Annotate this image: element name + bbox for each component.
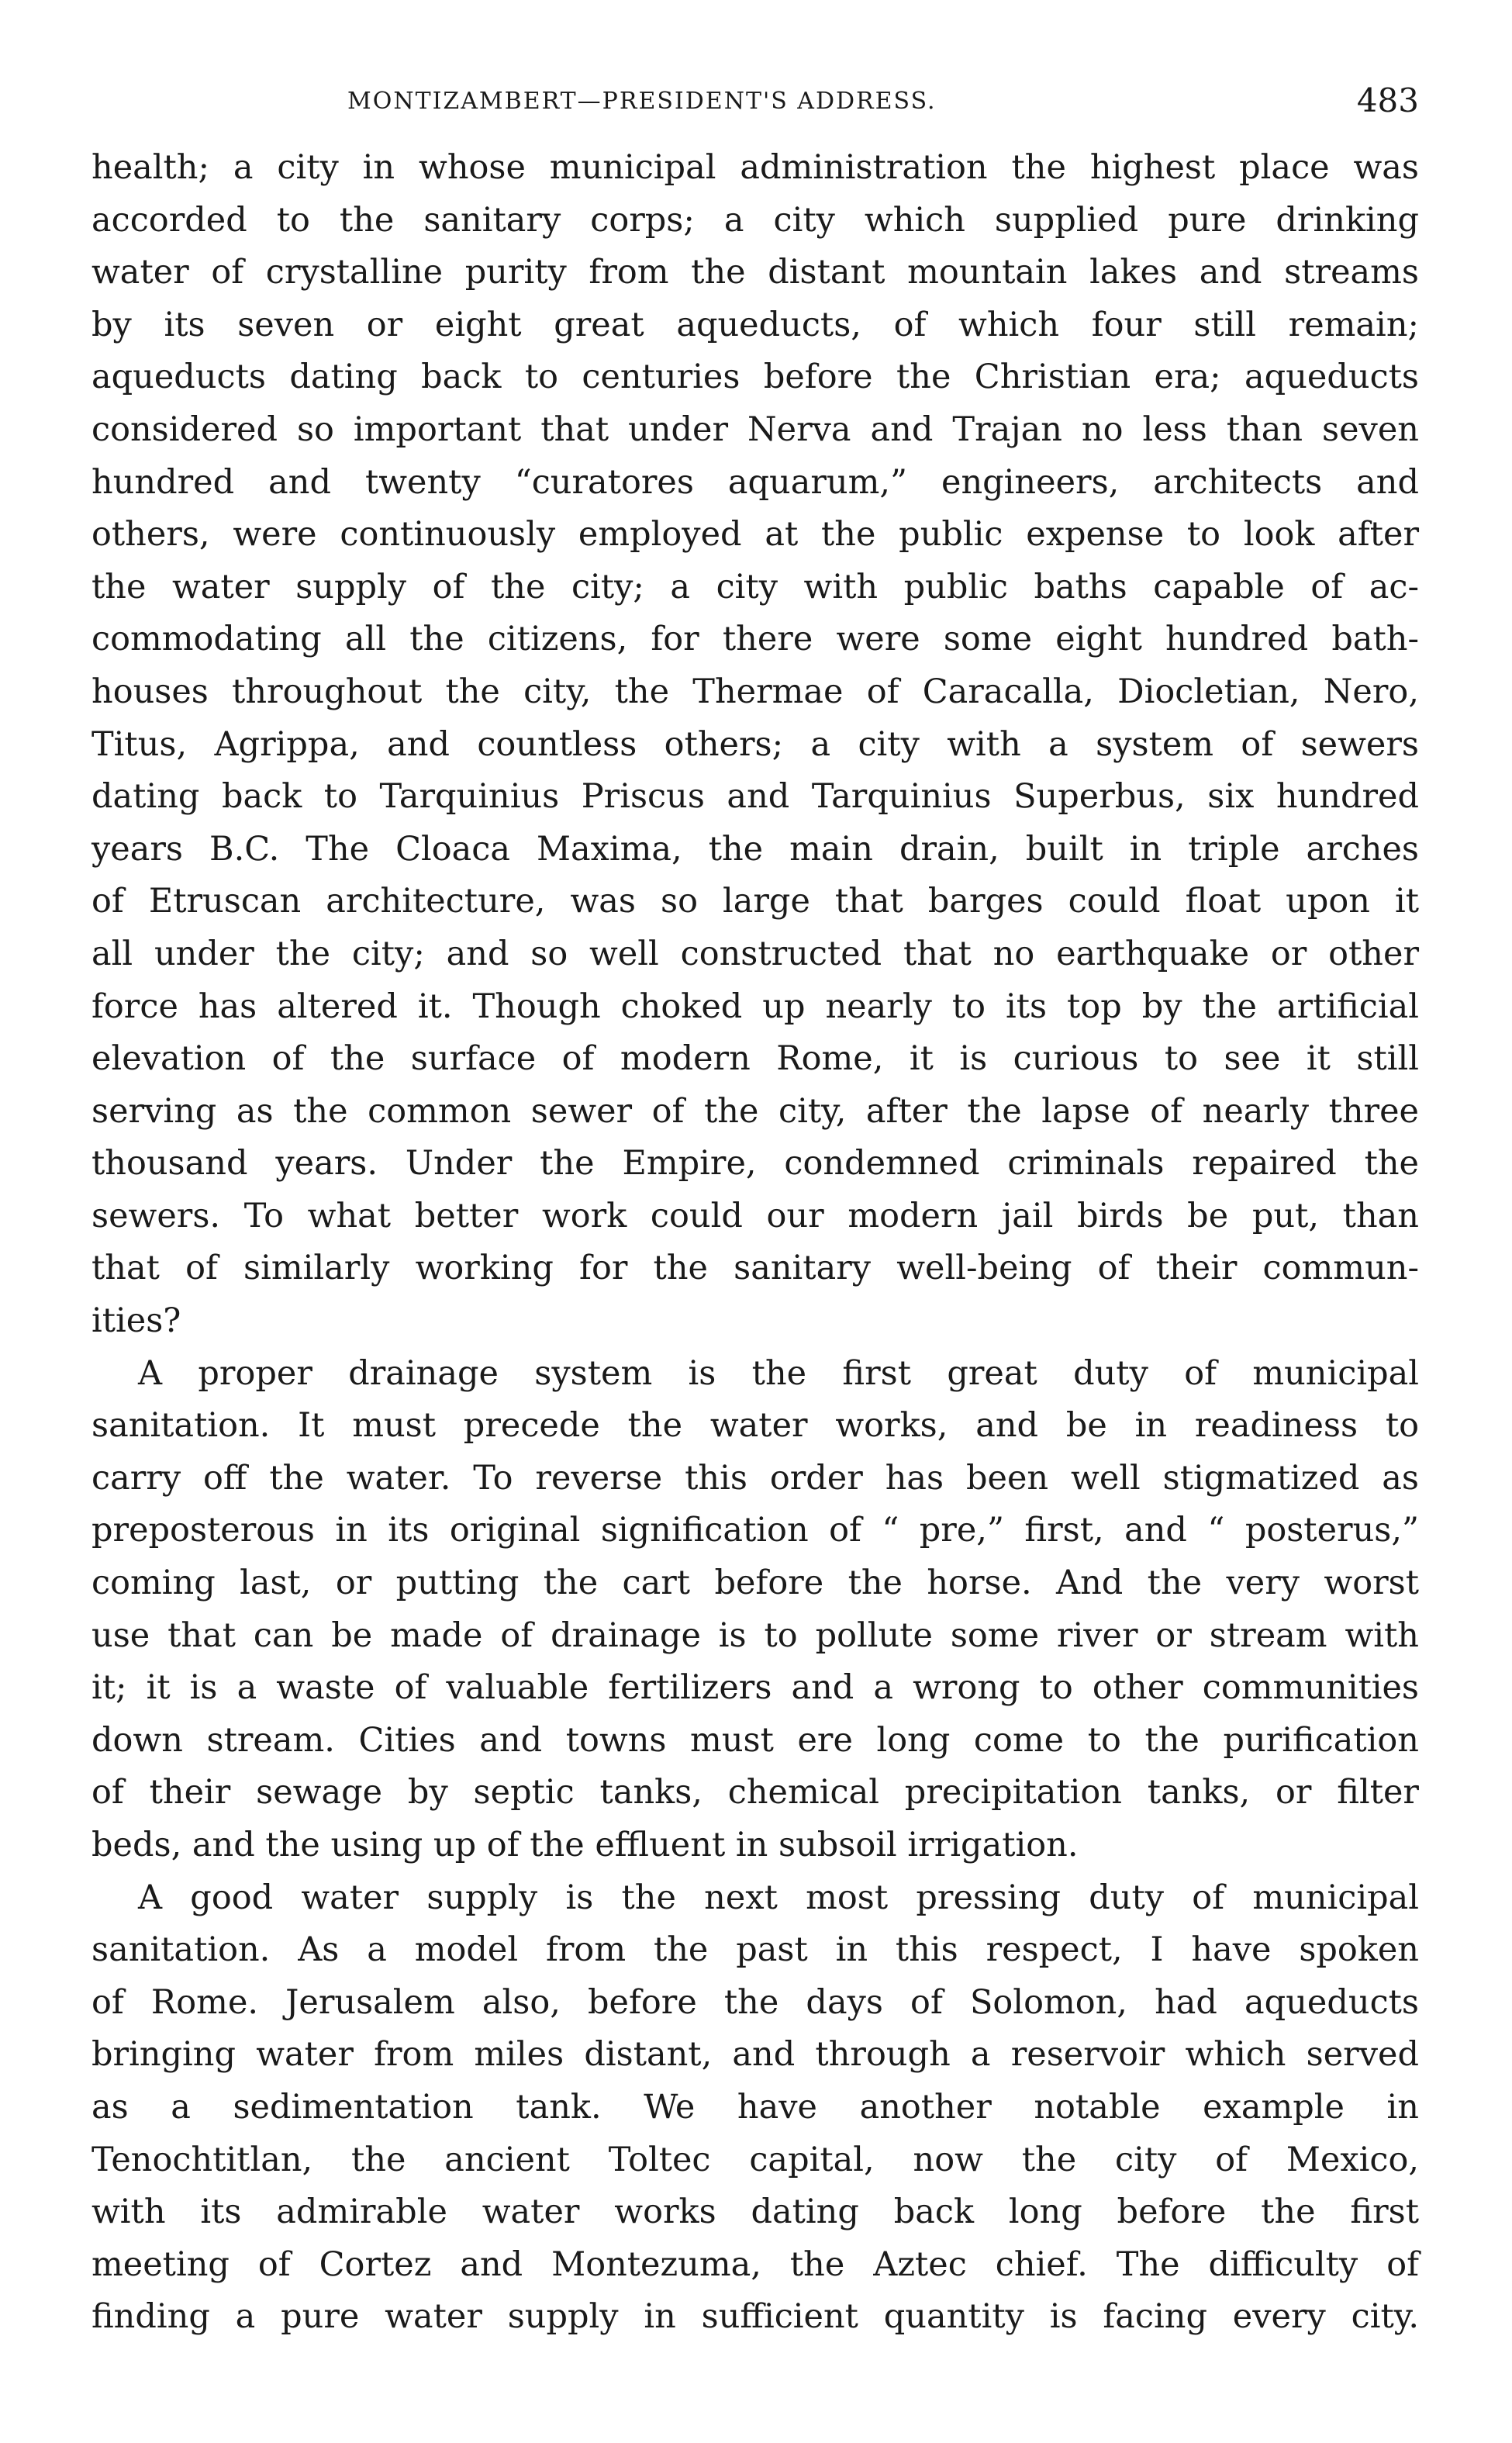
text-line: years B.C. The Cloaca Maxima, the main drain, built in triple arches bbox=[91, 829, 1419, 869]
text-line: of their sewage by septic tanks, chemical precipitation tanks, or filter bbox=[91, 1773, 1419, 1812]
text-line: coming last, or putting the cart before the horse. And the very worst bbox=[91, 1564, 1419, 1603]
text-line: A proper drainage system is the first great duty of municipal bbox=[138, 1353, 1419, 1393]
text-line: serving as the common sewer of the city, after the lapse of nearly three bbox=[91, 1091, 1419, 1131]
text-line: preposterous in its original signification of “ pre,” first, and “ posterus,” bbox=[91, 1511, 1419, 1550]
text-line: houses throughout the city, the Thermae of Caracalla, Diocletian, Nero, bbox=[91, 672, 1419, 711]
text-line: carry off the water. To reverse this order has been well stigmatized as bbox=[91, 1458, 1419, 1498]
text-line: down stream. Cities and towns must ere long come to the purification bbox=[91, 1720, 1419, 1760]
text-line: dating back to Tarquinius Priscus and Tarquinius Superbus, six hundred bbox=[91, 777, 1419, 817]
text-line: as a sedimentation tank. We have another notable example in bbox=[91, 2087, 1419, 2127]
text-line: thousand years. Under the Empire, condemned criminals repaired the bbox=[91, 1144, 1419, 1183]
text-line: considered so important that under Nerva and Trajan no less than seven bbox=[91, 409, 1419, 449]
text-line: it; it is a waste of valuable fertilizers and a wrong to other communities bbox=[91, 1668, 1419, 1708]
body-text bbox=[91, 142, 1419, 2344]
page-header bbox=[91, 81, 1419, 128]
text-line: by its seven or eight great aqueducts, of which four still remain; bbox=[91, 305, 1419, 344]
text-line: of Rome. Jerusalem also, before the days of Solomon, had aqueducts bbox=[91, 1982, 1419, 2022]
text-line: with its admirable water works dating back long before the first bbox=[91, 2192, 1419, 2232]
text-line: water of crystalline purity from the distant mountain lakes and streams bbox=[91, 253, 1419, 292]
text-line: meeting of Cortez and Montezuma, the Aztec chief. The difficulty of bbox=[91, 2244, 1419, 2284]
text-line: sanitation. It must precede the water works, and be in readiness to bbox=[91, 1406, 1419, 1446]
text-line: all under the city; and so well constructed that no earthquake or other bbox=[91, 934, 1419, 973]
text-line: the water supply of the city; a city with public baths capable of ac- bbox=[91, 567, 1419, 606]
text-line: aqueducts dating back to centuries before the Christian era; aqueducts bbox=[91, 358, 1419, 397]
text-line: Titus, Agrippa, and countless others; a city with a system of sewers bbox=[91, 724, 1419, 764]
text-line: others, were continuously employed at the public expense to look after bbox=[91, 515, 1419, 555]
text-line: health; a city in whose municipal administration the highest place was bbox=[91, 148, 1419, 187]
text-line: ities? bbox=[91, 1301, 181, 1341]
text-line: of Etruscan architecture, was so large that barges could float upon it bbox=[91, 882, 1419, 921]
text-line: bringing water from miles distant, and through a reservoir which served bbox=[91, 2035, 1419, 2075]
text-line: commodating all the citizens, for there were some eight hundred bath- bbox=[91, 620, 1419, 659]
text-line: use that can be made of drainage is to pollute some river or stream with bbox=[91, 1615, 1419, 1655]
running-head: MONTIZAMBERT—PRESIDENT'S ADDRESS. bbox=[347, 88, 937, 115]
text-line: beds, and the using up of the effluent in subsoil irrigation. bbox=[91, 1826, 1079, 1864]
text-line: sanitation. As a model from the past in this respect, I have spoken bbox=[91, 1930, 1419, 1970]
page-number: 483 bbox=[1356, 81, 1419, 119]
text-line: that of similarly working for the sanitary well-being of their commun- bbox=[91, 1249, 1419, 1288]
text-line: force has altered it. Though choked up nearly to its top by the artificial bbox=[91, 987, 1419, 1026]
text-line: finding a pure water supply in sufficient quantity is facing every city. bbox=[91, 2297, 1419, 2337]
text-line: A good water supply is the next most pressing duty of municipal bbox=[138, 1878, 1419, 1917]
text-line: sewers. To what better work could our modern jail birds be put, than bbox=[91, 1196, 1419, 1235]
text-line: elevation of the surface of modern Rome, it is curious to see it still bbox=[91, 1039, 1419, 1079]
text-line: Tenochtitlan, the ancient Toltec capital, now the city of Mexico, bbox=[91, 2140, 1419, 2179]
text-line: accorded to the sanitary corps; a city which supplied pure drinking bbox=[91, 200, 1419, 240]
book-page bbox=[91, 81, 1419, 2344]
text-line: hundred and twenty “curatores aquarum,” engineers, architects and bbox=[91, 462, 1419, 502]
